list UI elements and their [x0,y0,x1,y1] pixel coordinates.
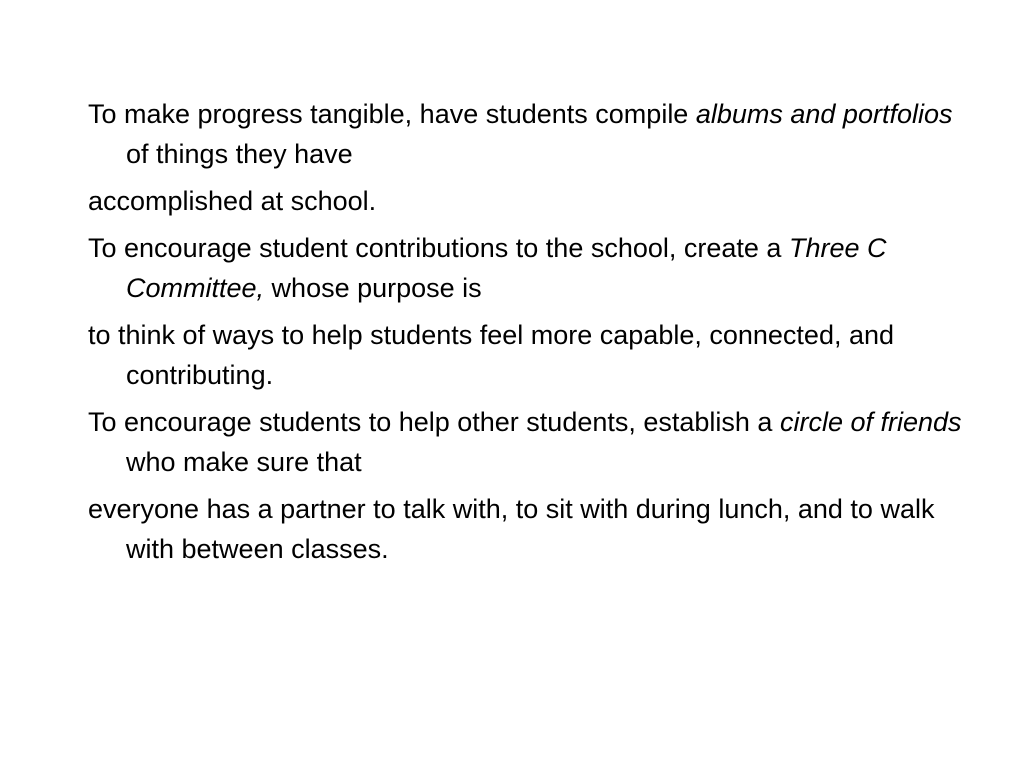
paragraph-albums-portfolios [88,94,968,174]
paragraph-text: who make sure that [126,447,362,477]
paragraph-three-c-committee [88,228,968,308]
paragraph-text: everyone has a partner to talk with, to sit with during lunch, and to walk with between classes. [88,494,935,564]
paragraph-text: To encourage student contributions to the school, create a [88,233,789,263]
paragraph-text: accomplished at school. [88,186,377,216]
emphasis-albums-and-portfolios: albums and portfolios [695,99,953,129]
paragraph-partner-lunch-classes [88,489,968,569]
emphasis-three-c-committee: Three C Committee, [126,233,887,303]
emphasis-circle-of-friends: circle of friends [779,407,962,437]
paragraph-accomplished-at-school [88,181,968,221]
paragraph-text: To encourage students to help other students, establish a [88,407,780,437]
paragraph-text: of things they have [126,139,353,169]
slide-body-text [88,94,968,576]
paragraph-capable-connected-contributing [88,315,968,395]
paragraph-circle-of-friends [88,402,968,482]
paragraph-text: To make progress tangible, have students compile [88,99,696,129]
paragraph-text: to think of ways to help students feel more capable, connected, and contributing. [88,320,895,390]
paragraph-text: whose purpose is [264,273,482,303]
